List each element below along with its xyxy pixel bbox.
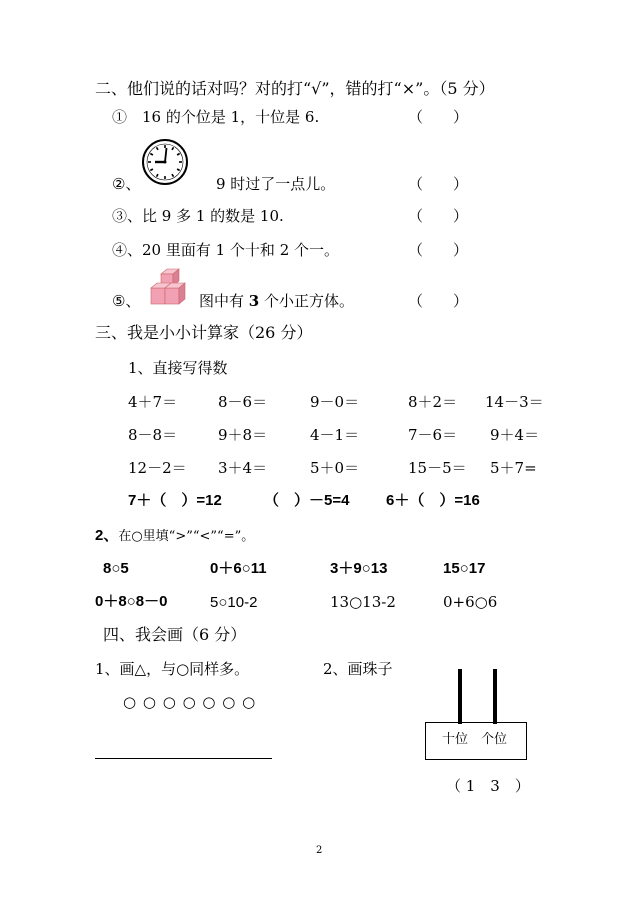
abacus-labels: 十位 个位 [442, 732, 508, 747]
answer-blank-4[interactable]: （ ） [408, 241, 469, 259]
statement-3: ③、比 9 多 1 的数是 10. [112, 207, 284, 225]
calc-2-5: 9＋4＝ [490, 426, 540, 444]
calc-3-1: 12－2＝ [128, 459, 187, 477]
task-draw-triangles: 1、画△，与○同样多。 [95, 660, 250, 678]
statement-2: 9 时过了一点儿。 [216, 175, 336, 193]
fill-blank-2: （ ）－5=4 [264, 492, 350, 509]
cubes-icon [148, 268, 192, 308]
calc-2-1: 8－8＝ [128, 426, 178, 444]
compare-2-3: 13○13-2 [330, 593, 396, 611]
answer-line[interactable] [95, 758, 272, 759]
subsection-direct-calc: 1、直接写得数 [128, 359, 228, 377]
calc-2-2: 9＋8＝ [218, 426, 268, 444]
calc-1-3: 9－0＝ [310, 393, 360, 411]
calc-1-2: 8－6＝ [218, 393, 268, 411]
compare-1-1: 8○5 [103, 560, 129, 577]
fill-blank-1: 7＋（ ）=12 [128, 492, 222, 509]
fill-blank-3: 6＋（ ）=16 [386, 492, 480, 509]
section4-title: 四、我会画（6 分） [103, 625, 247, 644]
calc-1-1: 4＋7＝ [128, 393, 178, 411]
calc-3-2: 3＋4＝ [218, 459, 268, 477]
statement-5-count: 3 [248, 292, 260, 310]
statement-1: ① 16 的个位是 1，十位是 6. [112, 108, 320, 126]
calc-1-4: 8＋2＝ [408, 393, 458, 411]
answer-blank-1[interactable]: （ ） [408, 108, 469, 126]
task-draw-beads: 2、画珠子 [323, 660, 393, 678]
section2-title: 二、他们说的话对吗？对的打“√”，错的打“×”。（5 分） [95, 79, 495, 98]
calc-3-4: 15－5＝ [408, 459, 467, 477]
compare-2-4: 0+6○6 [443, 593, 498, 611]
statement-5-prefix: ⑤、 [112, 292, 141, 310]
calc-3-5: 5＋7= [490, 459, 537, 477]
compare-2-1: 0＋8○8－0 [95, 593, 168, 610]
abacus-number: （ 1 3 ） [446, 777, 530, 795]
calc-2-3: 4－1＝ [310, 426, 360, 444]
clock-icon [140, 137, 190, 187]
answer-blank-3[interactable]: （ ） [408, 207, 469, 225]
compare-2-2: 5○10-2 [210, 594, 258, 611]
compare-1-2: 0＋6○11 [210, 560, 267, 577]
statement-4: ④、20 里面有 1 个十和 2 个一。 [112, 241, 340, 259]
calc-3-3: 5＋0＝ [310, 459, 360, 477]
page-number: 2 [316, 845, 323, 856]
calc-1-5: 14－3＝ [485, 393, 544, 411]
answer-blank-5[interactable]: （ ） [408, 292, 469, 310]
abacus-rod-ones [493, 669, 497, 724]
section3-title: 三、我是小小计算家（26 分） [95, 323, 313, 342]
statement-5: 图中有 3 个小正方体。 [199, 292, 354, 310]
calc-2-4: 7－6＝ [408, 426, 458, 444]
subsection-compare: 2、在○里填“>”“<”“=”。 [95, 527, 255, 544]
compare-1-4: 15○17 [443, 560, 486, 577]
answer-blank-2[interactable]: （ ） [408, 175, 469, 193]
compare-1-3: 3＋9○13 [330, 560, 388, 577]
circles-row: ○ ○ ○ ○ ○ ○ ○ [123, 693, 257, 711]
statement-2-prefix: ②、 [112, 175, 141, 193]
abacus-rod-tens [458, 669, 462, 724]
